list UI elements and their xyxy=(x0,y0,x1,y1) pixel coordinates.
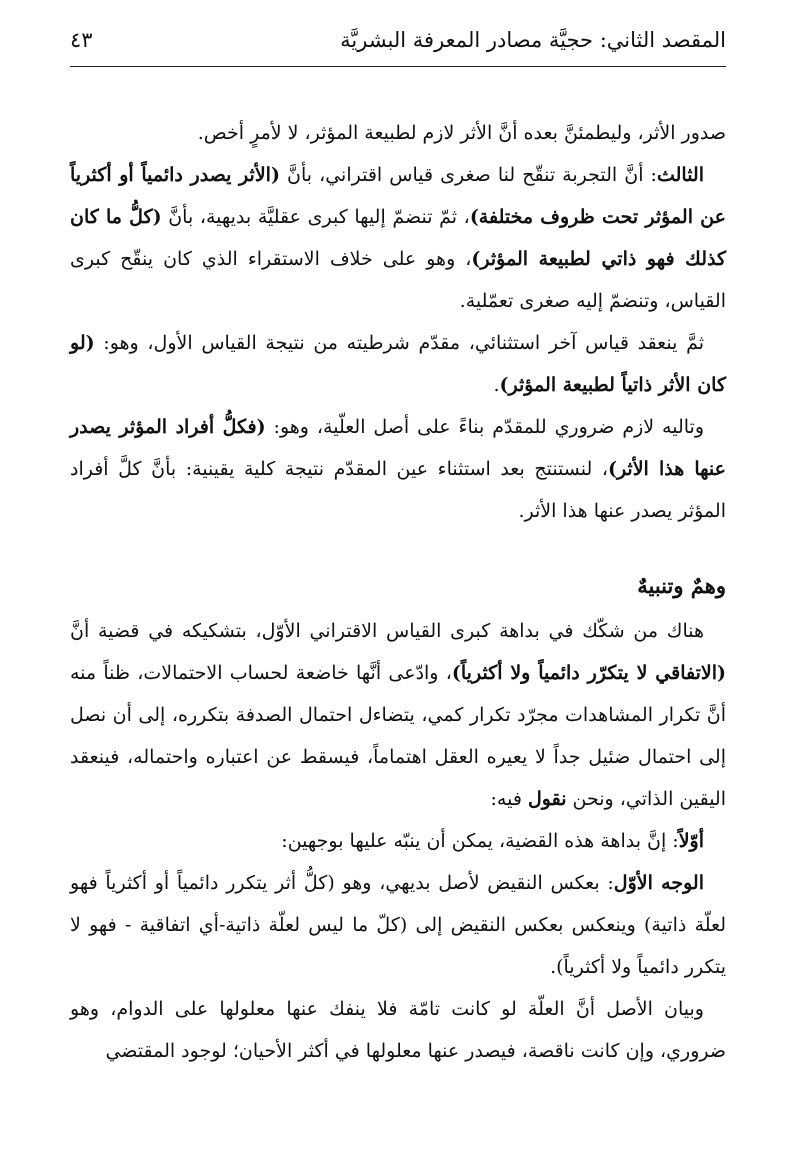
paragraph-5-bold-2: نقول xyxy=(527,788,567,810)
page-header xyxy=(70,26,726,66)
page-number: ٤٣ xyxy=(70,28,93,52)
paragraph-2-bold-2: (كلُّ ما كان كذلك فهو ذاتي لطبيعة المؤثر) xyxy=(70,206,726,270)
page-body xyxy=(70,112,726,1072)
paragraph-2-text-2: ، ثمّ تنضمّ إليها كبرى عقليَّة بديهية، بأنَّ xyxy=(161,206,470,228)
paragraph-7-text-1: : بعكس النقيض لأصل بديهي، وهو (كلُّ أثر يتكرر دائمياً أو أكثرياً فهو لعلّة ذاتية) وينعكس بعكس النقيض إلى (كلّ ما ليس لعلّة ذاتية-أي اتفاقية - فهو لا يتكرر دائمياً ولا أكثرياً). xyxy=(70,872,726,978)
paragraph-2-lead: الثالث xyxy=(656,164,704,186)
paragraph-7 xyxy=(70,862,726,988)
paragraph-1: صدور الأثر، وليطمئنَّ بعده أنَّ الأثر لازم لطبيعة المؤثر، لا لأمرٍ أخص. xyxy=(197,122,726,144)
paragraph-2 xyxy=(70,154,726,322)
paragraph-5-bold-1: (الاتفاقي لا يتكرّر دائمياً ولا أكثرياً) xyxy=(451,662,726,684)
header-divider xyxy=(70,66,726,67)
paragraph-4-text-2: ، لنستنتج بعد استثناء عين المقدّم نتيجة كلية يقينية: بأنَّ كلَّ أفراد المؤثر يصدر عنها هذا الأثر. xyxy=(70,458,726,522)
paragraph-3 xyxy=(70,322,726,406)
paragraph-5 xyxy=(70,610,726,820)
paragraph-2-text-3: ، وهو على خلاف الاستقراء الذي كان ينقّح كبرى القياس، وتنضمّ إليه صغرى تعمّلية. xyxy=(70,248,726,312)
paragraph-4 xyxy=(70,406,726,532)
paragraph-3-bold-1: (لو كان الأثر ذاتياً لطبيعة المؤثر) xyxy=(70,332,726,396)
paragraph-5-text-3: فيه: xyxy=(490,788,528,810)
paragraph-2-text-1: : أنَّ التجربة تنقّح لنا صغرى قياس اقتراني، بأنَّ xyxy=(279,164,657,186)
running-header-title: المقصد الثاني: حجيَّة مصادر المعرفة البشريَّة xyxy=(340,28,726,52)
paragraph-5-text-1: هناك من شكّك في بداهة كبرى القياس الاقتراني الأوّل، بتشكيكه في قضية أنَّ xyxy=(70,620,704,642)
paragraph-6-lead: أوّلاً xyxy=(678,830,704,852)
paragraph-7-lead: الوجه الأوّل xyxy=(613,872,704,894)
paragraph-8: وبيان الأصل أنَّ العلّة لو كانت تامّة فلا ينفك عنها معلولها على الدوام، وهو ضروري، وإن كانت ناقصة، فيصدر عنها معلولها في أكثر الأحيان؛ لوجود المقتضي xyxy=(70,998,726,1062)
paragraph-6 xyxy=(70,820,726,862)
paragraph-6-text-1: : إنَّ بداهة هذه القضية، يمكن أن ينبّه عليها بوجهين: xyxy=(281,830,679,852)
paragraph-4-text-1: وتاليه لازم ضروري للمقدّم بناءً على أصل العلّية، وهو: xyxy=(265,416,705,438)
section-heading: وهمٌ وتنبيهٌ xyxy=(637,573,726,598)
paragraph-5-text-2: ، وادّعى أنَّها خاضعة لحساب الاحتمالات، ظناً منه أنَّ تكرار المشاهدات مجرّد تكرار كمي، يتضاءل احتمال الصدفة بتكرره، إلى أن نصل إلى احتمال ضئيل جداً لا يعيره العقل اهتماماً، فيسقط عن اعتباره واحتماله، فينعقد اليقين الذاتي، ونحن xyxy=(70,662,726,810)
paragraph-3-text-2: . xyxy=(493,374,500,396)
paragraph-3-text-1: ثمَّ ينعقد قياس آخر استثنائي، مقدّم شرطيته من نتيجة القياس الأول، وهو: xyxy=(94,332,704,354)
paragraph-4-bold-1: (فكلُّ أفراد المؤثر يصدر عنها هذا الأثر) xyxy=(70,416,726,480)
paragraph-2-bold-1: (الأثر يصدر دائمياً أو أكثرياً عن المؤثر تحت ظروف مختلفة) xyxy=(70,164,726,228)
